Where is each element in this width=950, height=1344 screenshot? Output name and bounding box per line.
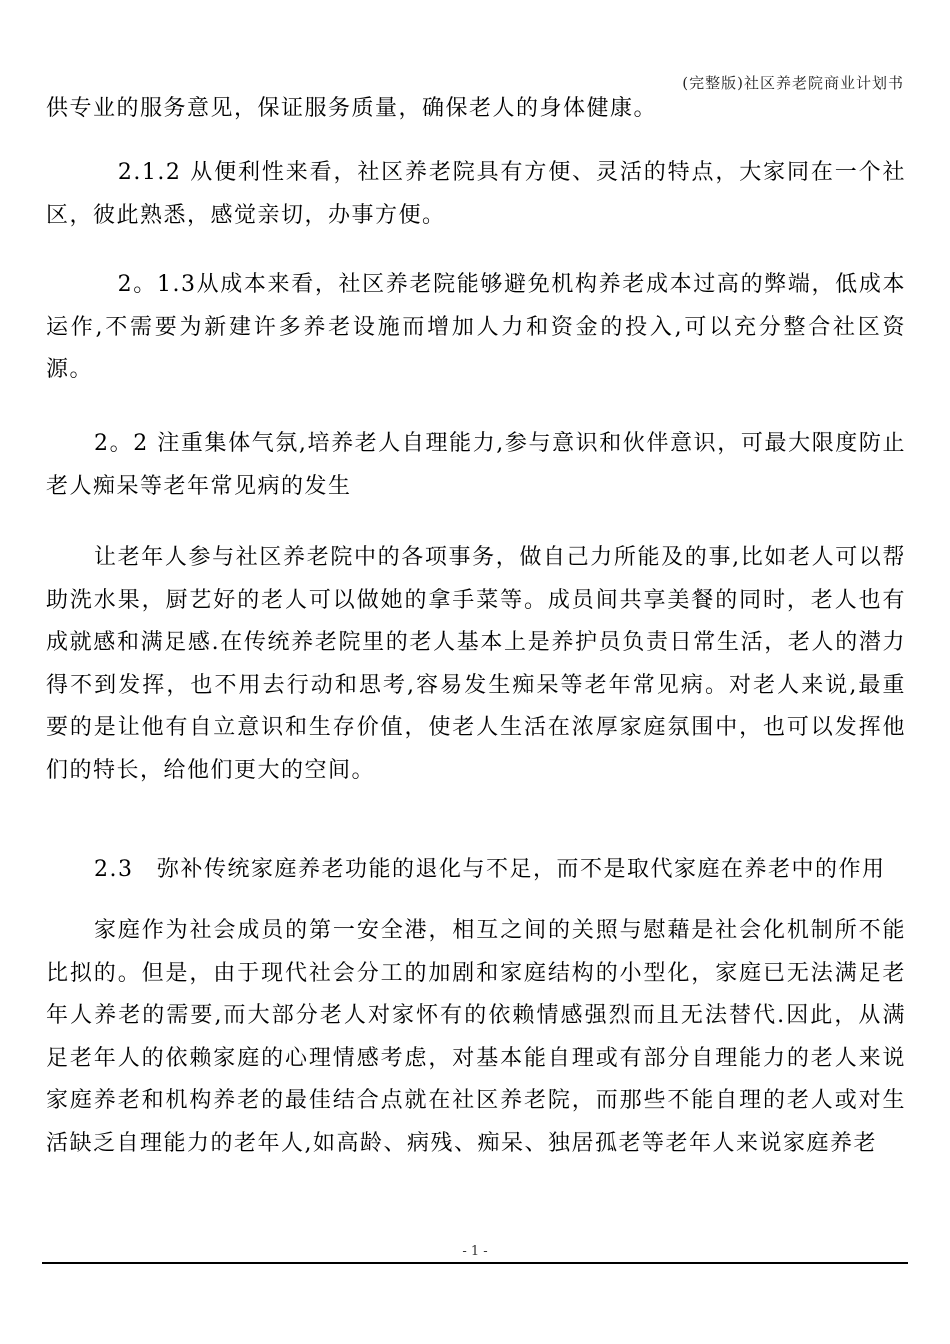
footer-divider [42, 1262, 908, 1264]
paragraph: 供专业的服务意见，保证服务质量，确保老人的身体健康。 [46, 96, 658, 121]
paragraph: 家庭作为社会成员的第一安全港，相互之间的关照与慰藉是社会化机制所不能比拟的。但是，由于现代社会分工的加剧和家庭结构的小型化，家庭已无法满足老年人养老的需要,而大部分老人对家怀有的依赖情感强烈而且无法替代.因此，从满足老年人的依赖家庭的心理情感考虑，对基本能自理或有部分自理能力的老人来说家庭养老和机构养老的最佳结合点就在社区养老院，而那些不能自理的老人或对生活缺乏自理能力的老年人,如高龄、病残、痴呆、独居孤老等老年人来说家庭养老 [46, 918, 906, 1156]
page-number: - 1 - [462, 1244, 488, 1259]
paragraph-heading: 2。2 注重集体气氛,培养老人自理能力,参与意识和伙伴意识，可最大限度防止老人痴呆等老年常见病的发生 [46, 431, 906, 499]
paragraph: 2.1.2 从便利性来看，社区养老院具有方便、灵活的特点，大家同在一个社区，彼此熟悉，感觉亲切，办事方便。 [46, 160, 906, 228]
paragraph-heading: 2.3 弥补传统家庭养老功能的退化与不足，而不是取代家庭在养老中的作用 [94, 857, 886, 882]
paragraph: 2。1.3从成本来看，社区养老院能够避免机构养老成本过高的弊端，低成本运作,不需要为新建许多养老设施而增加人力和资金的投入,可以充分整合社区资源。 [46, 272, 906, 382]
running-header: (完整版)社区养老院商业计划书 [682, 74, 904, 92]
paragraph: 让老年人参与社区养老院中的各项事务，做自己力所能及的事,比如老人可以帮助洗水果，厨艺好的老人可以做她的拿手菜等。成员间共享美餐的同时，老人也有成就感和满足感.在传统养老院里的老人基本上是养护员负责日常生活，老人的潜力得不到发挥，也不用去行动和思考,容易发生痴呆等老年常见病。对老人来说,最重要的是让他有自立意识和生存价值，使老人生活在浓厚家庭氛围中，也可以发挥他们的特长，给他们更大的空间。 [46, 545, 906, 783]
